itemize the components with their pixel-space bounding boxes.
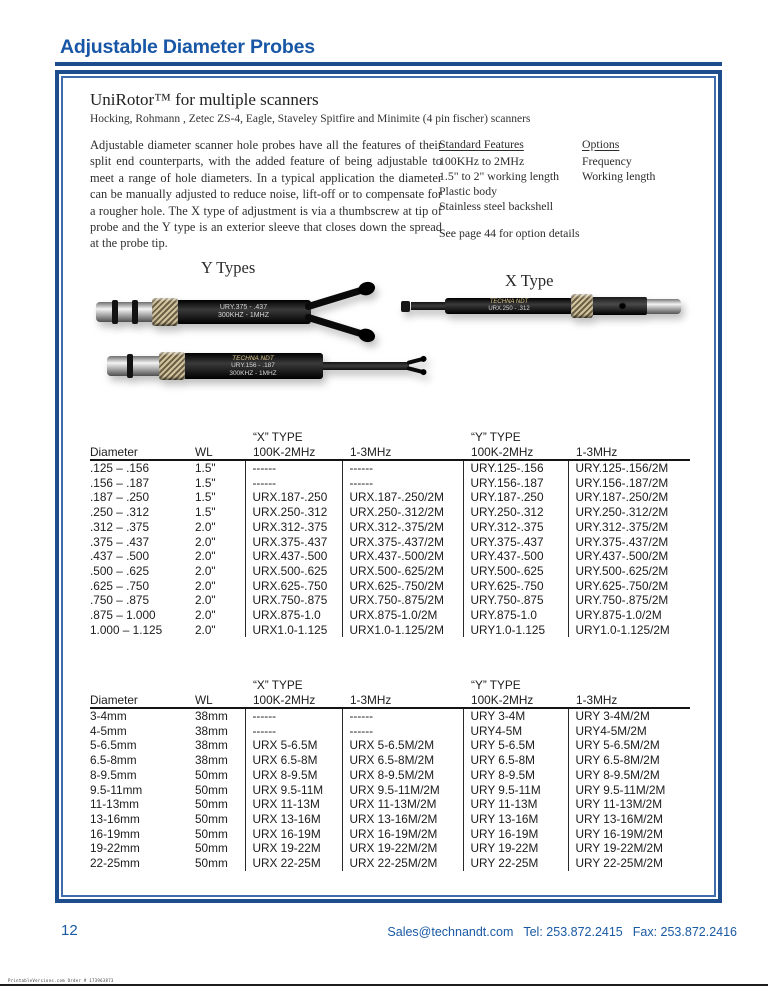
- table-cell: URX 6.5-8M: [245, 753, 342, 768]
- content-box-inner: [61, 76, 716, 897]
- feature-item: Stainless steel backshell: [439, 199, 554, 213]
- table-cell: URY 8-9.5M/2M: [568, 768, 690, 783]
- table-cell: 38mm: [195, 709, 228, 723]
- table-cell: URY 5-6.5M: [463, 738, 568, 753]
- y-types-label: Y Types: [201, 258, 256, 277]
- table-cell: URX 13-16M/2M: [342, 812, 463, 827]
- knurled-nut: [152, 298, 178, 326]
- table-cell: URX 6.5-8M/2M: [342, 753, 463, 768]
- table-cell: URX.625-.750: [245, 579, 342, 594]
- col-y-1-3: 1-3MHz: [568, 445, 690, 461]
- col-x-100k: 100K-2MHz: [245, 693, 342, 709]
- table-cell: 50mm: [195, 856, 228, 871]
- col-diameter: Diameter: [90, 445, 195, 461]
- table-cell: 22-25mm: [90, 856, 140, 871]
- table-cell: 1.5": [195, 461, 216, 475]
- table-cell: URY.625-.750: [463, 579, 568, 594]
- probe-photo-y-bottom: [107, 352, 429, 380]
- table-cell: URY.375-.437: [463, 535, 568, 550]
- table-row: [90, 738, 690, 753]
- table-row: [90, 856, 690, 871]
- table-cell: ------: [342, 708, 463, 724]
- table-cell: URY 11-13M/2M: [568, 797, 690, 812]
- table-cell: URY 19-22M/2M: [568, 841, 690, 856]
- table-row: [90, 608, 690, 623]
- table-cell: URX 9.5-11M/2M: [342, 783, 463, 798]
- table-cell: URX.750-.875: [245, 593, 342, 608]
- table-cell: URY.750-.875/2M: [568, 593, 690, 608]
- table-row: [90, 579, 690, 594]
- table-row: [90, 797, 690, 812]
- table-cell: URY.875-1.0: [463, 608, 568, 623]
- table-cell: URY.187-.250: [463, 490, 568, 505]
- table-cell: ------: [342, 476, 463, 491]
- probe-ring: [132, 300, 138, 324]
- table-cell: 2.0": [195, 549, 216, 564]
- table-row: [90, 783, 690, 798]
- table-cell: 38mm: [195, 753, 228, 768]
- table-cell: URY 13-16M: [463, 812, 568, 827]
- table-row: [90, 593, 690, 608]
- table-cell: URY 5-6.5M/2M: [568, 738, 690, 753]
- table-cell: ------: [245, 708, 342, 724]
- table-cell: URY.500-.625/2M: [568, 564, 690, 579]
- table-cell: URX 8-9.5M/2M: [342, 768, 463, 783]
- table-cell: URY 6.5-8M: [463, 753, 568, 768]
- table-cell: URX.312-.375/2M: [342, 520, 463, 535]
- table-cell: 5-6.5mm: [90, 738, 137, 753]
- table-row: [90, 827, 690, 842]
- scan-edge-line: [0, 984, 768, 986]
- contact-fax: Fax: 253.872.2416: [632, 925, 737, 939]
- table-cell: 2.0": [195, 608, 216, 623]
- col-x-100k: 100K-2MHz: [245, 445, 342, 461]
- table-cell: URX.312-.375: [245, 520, 342, 535]
- option-item: Frequency: [582, 154, 632, 168]
- table-cell: 19-22mm: [90, 841, 140, 856]
- table-cell: URY 6.5-8M/2M: [568, 753, 690, 768]
- table-cell: URX.750-.875/2M: [342, 593, 463, 608]
- table-cell: 6.5-8mm: [90, 753, 137, 768]
- table-cell: URY.312-.375/2M: [568, 520, 690, 535]
- options-heading: Options: [582, 137, 620, 151]
- col-y-100k: 100K-2MHz: [463, 693, 568, 709]
- table-cell: URX 22-25M/2M: [342, 856, 463, 871]
- table-cell: .250 – .312: [90, 505, 150, 520]
- table-cell: URY.437-.500/2M: [568, 549, 690, 564]
- table-row: [90, 476, 690, 491]
- standard-features-heading: Standard Features: [439, 137, 524, 151]
- table-cell: URY.187-.250/2M: [568, 490, 690, 505]
- table-row: [90, 460, 690, 476]
- feature-item: 100KHz to 2MHz: [439, 154, 525, 168]
- table-cell: URY.750-.875: [463, 593, 568, 608]
- table-cell: URY 3-4M: [463, 708, 568, 724]
- table-cell: URY 9.5-11M: [463, 783, 568, 798]
- table-cell: 2.0": [195, 534, 216, 549]
- knurled-nut: [571, 294, 593, 318]
- table-cell: URY4-5M/2M: [568, 724, 690, 739]
- probe-photo-y-top: [96, 284, 389, 340]
- page-number: 12: [61, 922, 78, 939]
- table-cell: .187 – .250: [90, 490, 150, 505]
- table-cell: URX.500-.625: [245, 564, 342, 579]
- table-cell: URY 16-19M: [463, 827, 568, 842]
- table-cell: 50mm: [195, 767, 228, 782]
- table-cell: 1.5": [195, 490, 216, 505]
- table-cell: URX 16-19M/2M: [342, 827, 463, 842]
- table-cell: URX.187-.250: [245, 490, 342, 505]
- probe-fork-tip: [409, 358, 429, 374]
- table-cell: URY 16-19M/2M: [568, 827, 690, 842]
- table-cell: 11-13mm: [90, 797, 139, 812]
- probe-ring: [127, 354, 133, 378]
- title-rule: [55, 62, 722, 66]
- probe-body-label: URY.375 - .437 300KHZ - 1MHZ: [176, 300, 311, 324]
- probe-ring: [112, 300, 118, 324]
- table-cell: URX 5-6.5M/2M: [342, 738, 463, 753]
- table-cell: .750 – .875: [90, 593, 150, 608]
- feature-item: 1.5" to 2" working length: [439, 169, 560, 183]
- table-cell: 50mm: [195, 811, 228, 826]
- col-x-1-3: 1-3MHz: [342, 445, 463, 461]
- x-type-label: X Type: [505, 271, 554, 290]
- table-cell: 50mm: [195, 841, 228, 856]
- table-cell: URX1.0-1.125/2M: [342, 623, 463, 638]
- table-cell: URX.250-.312: [245, 505, 342, 520]
- compatible-scanners-line: Hocking, Rohmann , Zetec ZS-4, Eagle, Staveley Spitfire and Minimite (4 pin fischer) scanners: [90, 113, 531, 125]
- table-cell: .125 – .156: [90, 461, 150, 475]
- table-cell: URX 5-6.5M: [245, 738, 342, 753]
- probe-rod: [323, 362, 409, 370]
- probe-connector: [647, 299, 681, 314]
- group-header-row: [90, 430, 690, 445]
- x-type-group-header: “X” TYPE: [253, 430, 303, 444]
- table-row: [90, 812, 690, 827]
- table-row: [90, 708, 690, 724]
- table-cell: 2.0": [195, 519, 216, 534]
- table-cell: URX.187-.250/2M: [342, 490, 463, 505]
- table-cell: 8-9.5mm: [90, 767, 137, 782]
- table-cell: URY 13-16M/2M: [568, 812, 690, 827]
- table-cell: 50mm: [195, 797, 228, 812]
- table-cell: .437 – .500: [90, 549, 150, 564]
- table-cell: 2.0": [195, 622, 216, 637]
- table-cell: URY 8-9.5M: [463, 768, 568, 783]
- col-x-1-3: 1-3MHz: [342, 693, 463, 709]
- table-row: [90, 623, 690, 638]
- table-cell: 1.000 – 1.125: [90, 622, 163, 637]
- table-cell: URX 19-22M: [245, 841, 342, 856]
- table-cell: URY1.0-1.125/2M: [568, 623, 690, 638]
- table-cell: URY.125-.156: [463, 460, 568, 476]
- table-row: [90, 505, 690, 520]
- standard-features-list: [439, 137, 589, 241]
- table-cell: URX 13-16M: [245, 812, 342, 827]
- table-cell: URX.875-1.0/2M: [342, 608, 463, 623]
- table-cell: 1.5": [195, 505, 216, 520]
- probe-barrel: [591, 297, 647, 315]
- table-cell: URX 19-22M/2M: [342, 841, 463, 856]
- probe-connector: [107, 356, 161, 376]
- table-cell: URY.625-.750/2M: [568, 579, 690, 594]
- probe-figures: [63, 254, 714, 429]
- column-header-row: [90, 445, 690, 461]
- contact-tel: Tel: 253.872.2415: [523, 925, 623, 939]
- table-cell: 13-16mm: [90, 811, 140, 826]
- product-heading: UniRotor™ for multiple scanners: [90, 90, 319, 109]
- knurled-nut: [159, 352, 185, 380]
- probe-rod: [411, 302, 445, 310]
- table-cell: 2.0": [195, 578, 216, 593]
- probe-connector: [96, 302, 154, 322]
- table-cell: URX 22-25M: [245, 856, 342, 871]
- table-cell: URX.375-.437/2M: [342, 535, 463, 550]
- table-row: [90, 564, 690, 579]
- options-page-note: See page 44 for option details: [439, 226, 580, 240]
- table-row: [90, 490, 690, 505]
- table-cell: 1.5": [195, 475, 216, 490]
- table-cell: 2.0": [195, 563, 216, 578]
- table-cell: URX.375-.437: [245, 535, 342, 550]
- table-cell: URY.875-1.0/2M: [568, 608, 690, 623]
- table-cell: URY1.0-1.125: [463, 623, 568, 638]
- y-type-group-header: “Y” TYPE: [471, 678, 521, 692]
- metric-probes-table: [90, 678, 690, 871]
- probe-body-label: TECHNA NDT URX.250 - .312: [445, 298, 573, 314]
- intro-section: [90, 90, 700, 251]
- col-y-100k: 100K-2MHz: [463, 445, 568, 461]
- table-row: [90, 724, 690, 739]
- table-cell: URX 16-19M: [245, 827, 342, 842]
- col-diameter: Diameter: [90, 693, 195, 709]
- probe-body-label: TECHNA NDT URY.156 - .187 300KHZ - 1MHZ: [183, 353, 323, 379]
- table-cell: URY.437-.500: [463, 549, 568, 564]
- table-cell: URY.156-.187: [463, 476, 568, 491]
- content-box: [55, 70, 722, 903]
- table-cell: URX1.0-1.125: [245, 623, 342, 638]
- feature-item: Plastic body: [439, 184, 497, 198]
- table-cell: .875 – 1.000: [90, 608, 156, 623]
- table-cell: .156 – .187: [90, 475, 150, 490]
- table-cell: ------: [245, 476, 342, 491]
- col-wl: WL: [195, 693, 245, 709]
- table-row: [90, 520, 690, 535]
- probe-fork-tip: [311, 284, 389, 340]
- probe-photo-x: [401, 294, 681, 318]
- group-header-row: [90, 678, 690, 693]
- product-description: Adjustable diameter scanner hole probes have all the features of their split end counterparts, with the added feature of being adjustable to meet a range of hole diameters. In a typical application the diameter can be manually adjusted to reduce noise, lift-off or to compensate for a rougher hole. The X type of adjustment is via a thumbscrew at tip of probe and the Y type is an exterior sleeve that closes down the spread at the probe tip.: [90, 138, 442, 251]
- contact-email: Sales@technandt.com: [387, 925, 514, 939]
- table-row: [90, 535, 690, 550]
- inch-probes-table: [90, 430, 690, 637]
- table-cell: 50mm: [195, 826, 228, 841]
- table-cell: URX.250-.312/2M: [342, 505, 463, 520]
- table-cell: URY.375-.437/2M: [568, 535, 690, 550]
- table-cell: URY.500-.625: [463, 564, 568, 579]
- table-row: [90, 768, 690, 783]
- table-cell: ------: [342, 460, 463, 476]
- table-cell: URY.312-.375: [463, 520, 568, 535]
- table-cell: 50mm: [195, 782, 228, 797]
- table-cell: 3-4mm: [90, 709, 127, 723]
- table-cell: 38mm: [195, 723, 228, 738]
- option-item: Working length: [582, 169, 656, 183]
- table-cell: URY.156-.187/2M: [568, 476, 690, 491]
- table-cell: ------: [245, 460, 342, 476]
- table-cell: URY 3-4M/2M: [568, 708, 690, 724]
- table-cell: URX 8-9.5M: [245, 768, 342, 783]
- col-wl: WL: [195, 445, 245, 461]
- table-cell: ------: [342, 724, 463, 739]
- table-cell: 38mm: [195, 738, 228, 753]
- table-cell: URX 9.5-11M: [245, 783, 342, 798]
- table-cell: .312 – .375: [90, 519, 150, 534]
- options-list: [582, 137, 702, 184]
- x-type-group-header: “X” TYPE: [253, 678, 303, 692]
- table-cell: URX.500-.625/2M: [342, 564, 463, 579]
- table-cell: URX 11-13M/2M: [342, 797, 463, 812]
- col-y-1-3: 1-3MHz: [568, 693, 690, 709]
- table-cell: ------: [245, 724, 342, 739]
- table-cell: URY 22-25M: [463, 856, 568, 871]
- table-row: [90, 841, 690, 856]
- thumbscrew-tip: [401, 301, 410, 312]
- table-cell: 16-19mm: [90, 826, 140, 841]
- table-cell: URY 9.5-11M/2M: [568, 783, 690, 798]
- table-cell: 9.5-11mm: [90, 782, 143, 797]
- table-cell: URX.625-.750/2M: [342, 579, 463, 594]
- table-cell: 2.0": [195, 593, 216, 608]
- y-type-group-header: “Y” TYPE: [471, 430, 521, 444]
- table-cell: URY 11-13M: [463, 797, 568, 812]
- table-cell: URY.125-.156/2M: [568, 460, 690, 476]
- table-row: [90, 753, 690, 768]
- table-cell: URY 19-22M: [463, 841, 568, 856]
- table-cell: .625 – .750: [90, 578, 150, 593]
- contact-info: [387, 925, 737, 939]
- table-cell: URY4-5M: [463, 724, 568, 739]
- table-cell: URY 22-25M/2M: [568, 856, 690, 871]
- column-header-row: [90, 693, 690, 709]
- table-cell: .500 – .625: [90, 563, 150, 578]
- table-cell: URX.437-.500: [245, 549, 342, 564]
- table-cell: URX.875-1.0: [245, 608, 342, 623]
- table-cell: 4-5mm: [90, 723, 127, 738]
- table-cell: URY.250-.312/2M: [568, 505, 690, 520]
- print-order-micro-text: PrintableVersions.com Order # 173963873: [8, 978, 114, 983]
- barrel-hole: [619, 302, 626, 309]
- table-cell: URX 11-13M: [245, 797, 342, 812]
- table-cell: URX.437-.500/2M: [342, 549, 463, 564]
- table-cell: .375 – .437: [90, 534, 150, 549]
- table-cell: URY.250-.312: [463, 505, 568, 520]
- table-row: [90, 549, 690, 564]
- page-title: Adjustable Diameter Probes: [60, 36, 315, 58]
